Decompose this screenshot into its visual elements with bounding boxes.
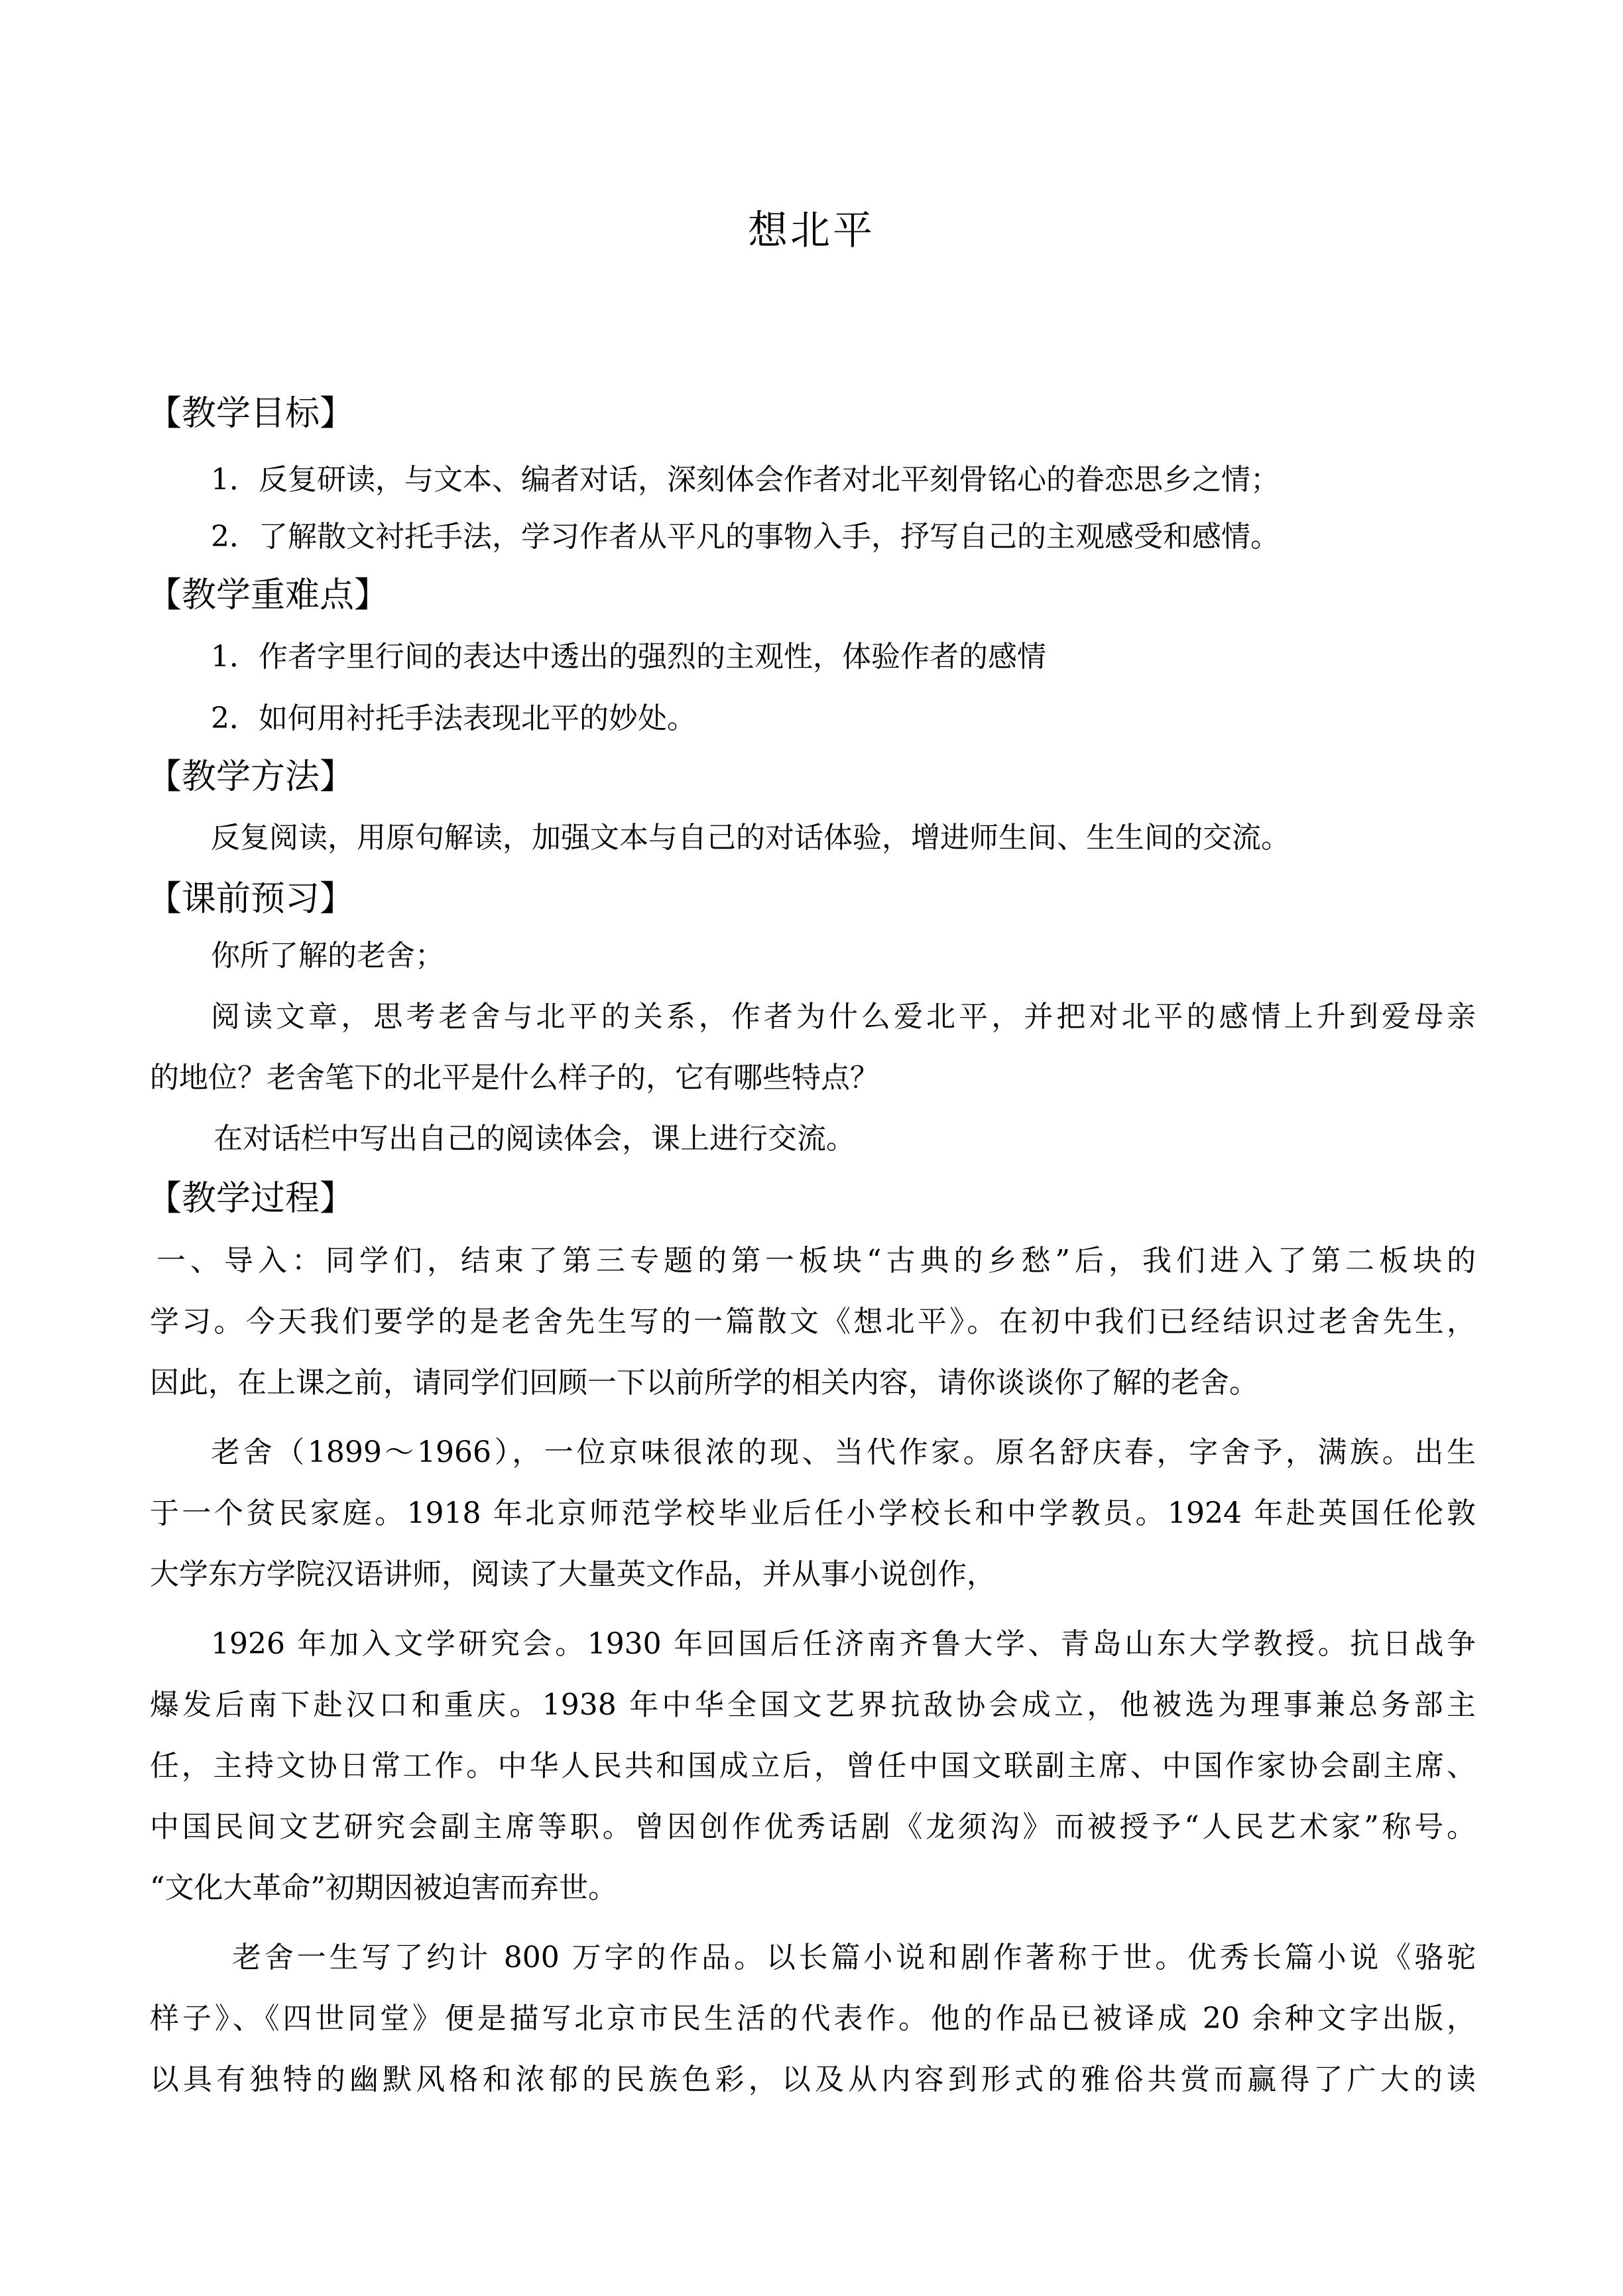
goal-item: 2．了解散文衬托手法，学习作者从平凡的事物入手，抒写自己的主观感受和感情。	[211, 520, 1280, 554]
preview-line: 的地位？老舍笔下的北平是什么样子的，它有哪些特点？	[150, 1061, 879, 1095]
bio-line: 中国民间文艺研究会副主席等职。曾因创作优秀话剧《龙须沟》而被授予“人民艺术家”称号。	[150, 1810, 1476, 1844]
works-line: 样子》、《四世同堂》便是描写北京市民生活的代表作。他的作品已被译成 20 余种文字出版，	[150, 2002, 1476, 2035]
bio-line: “文化大革命”初期因被迫害而弃世。	[150, 1871, 617, 1905]
works-line: 以具有独特的幽默风格和浓郁的民族色彩，以及从内容到形式的雅俗共赏而赢得了广大的读	[150, 2063, 1476, 2096]
section-heading-goals: 【教学目标】	[147, 394, 355, 434]
section-heading-process: 【教学过程】	[147, 1179, 355, 1219]
methods-text: 反复阅读，用原句解读，加强文本与自己的对话体验，增进师生间、生生间的交流。	[211, 821, 1290, 855]
intro-line: 因此，在上课之前，请同学们回顾一下以前所学的相关内容，请你谈谈你了解的老舍。	[150, 1366, 1258, 1400]
page-title: 想北平	[748, 208, 875, 254]
goal-item: 1．反复研读，与文本、编者对话，深刻体会作者对北平刻骨铭心的眷恋思乡之情；	[211, 463, 1280, 497]
bio-line: 任，主持文协日常工作。中华人民共和国成立后，曾任中国文联副主席、中国作家协会副主席、	[150, 1749, 1476, 1783]
key-point-item: 1．作者字里行间的表达中透出的强烈的主观性，体验作者的感情	[211, 640, 1046, 674]
section-heading-preview: 【课前预习】	[147, 879, 355, 919]
section-heading-key-points: 【教学重难点】	[147, 575, 389, 615]
bio-line: 于一个贫民家庭。1918 年北京师范学校毕业后任小学校长和中学教员。1924 年赴英国任伦敦	[150, 1496, 1476, 1530]
intro-line: 一、导入：同学们，结束了第三专题的第一板块“古典的乡愁”后，我们进入了第二板块的	[156, 1244, 1476, 1278]
bio-line: 大学东方学院汉语讲师，阅读了大量英文作品，并从事小说创作，	[150, 1557, 996, 1591]
preview-line: 在对话栏中写出自己的阅读体会，课上进行交流。	[213, 1122, 855, 1156]
preview-line: 你所了解的老舍；	[211, 939, 444, 973]
key-point-item: 2．如何用衬托手法表现北平的妙处。	[211, 701, 696, 735]
bio-line: 老舍（1899～1966），一位京味很浓的现、当代作家。原名舒庆春，字舍予，满族。出生	[211, 1435, 1476, 1469]
intro-line: 学习。今天我们要学的是老舍先生写的一篇散文《想北平》。在初中我们已经结识过老舍先生，	[150, 1305, 1476, 1339]
bio-line: 爆发后南下赴汉口和重庆。1938 年中华全国文艺界抗敌协会成立，他被选为理事兼总务部主	[150, 1688, 1476, 1722]
works-line: 老舍一生写了约计 800 万字的作品。以长篇小说和剧作著称于世。优秀长篇小说《骆驼	[232, 1941, 1476, 1974]
preview-line: 阅读文章，思考老舍与北平的关系，作者为什么爱北平，并把对北平的感情上升到爱母亲	[211, 1000, 1476, 1034]
bio-line: 1926 年加入文学研究会。1930 年回国后任济南齐鲁大学、青岛山东大学教授。抗日战争	[211, 1627, 1476, 1661]
section-heading-methods: 【教学方法】	[147, 757, 355, 797]
